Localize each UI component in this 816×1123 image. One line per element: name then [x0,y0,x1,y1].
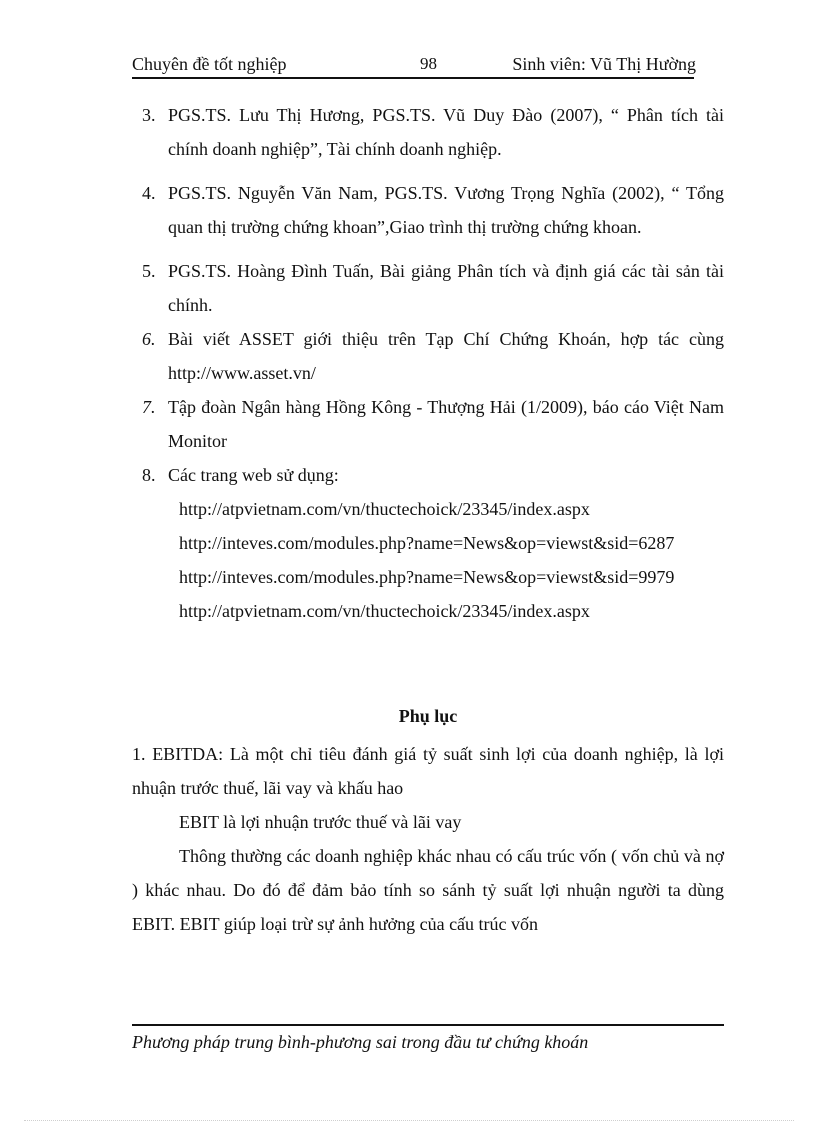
reference-number: 6. [142,329,156,349]
appendix-paragraph: Thông thường các doanh nghiệp khác nhau có cấu trúc vốn ( vốn chủ và nợ ) khác nhau. Do đó để đảm bảo tính so sánh tỷ suất lợi nhuận người ta dùng EBIT. EBIT giúp loại trừ sự ảnh hưởng của cấu trúc vốn [132,846,724,934]
reference-item [132,254,724,322]
reference-number: 7. [142,397,156,417]
page-edge-divider [24,1120,794,1121]
reference-text: Các trang web sử dụng: [168,465,339,485]
reference-text: PGS.TS. Nguyễn Văn Nam, PGS.TS. Vương Trọng Nghĩa (2002), “ Tổng quan thị trường chứng khoan”,Giao trình thị trường chứng khoan. [168,183,724,237]
appendix-paragraph: EBIT là lợi nhuận trước thuế và lãi vay [179,812,462,832]
page-number: 98 [420,54,437,73]
footer-divider [132,1024,724,1026]
reference-number: 3. [142,105,156,125]
website-url[interactable]: http://inteves.com/modules.php?name=News&op=viewst&sid=6287 [179,533,675,553]
website-url[interactable]: http://inteves.com/modules.php?name=News&op=viewst&sid=9979 [179,567,675,587]
reference-number: 8. [142,465,156,485]
page-header [132,51,724,77]
website-url[interactable]: http://atpvietnam.com/vn/thuctechoick/23345/index.aspx [179,499,590,519]
reference-item [132,98,724,166]
appendix-title: Phụ lục [398,706,458,726]
reference-item [132,322,724,390]
website-url[interactable]: http://atpvietnam.com/vn/thuctechoick/23345/index.aspx [179,601,590,621]
header-student: Sinh viên: Vũ Thị Hường [512,54,696,74]
reference-item [132,176,724,244]
reference-text: Bài viết ASSET giới thiệu trên Tạp Chí Chứng Khoán, hợp tác cùng http://www.asset.vn/ [168,329,724,383]
reference-text: Tập đoàn Ngân hàng Hồng Kông - Thượng Hải (1/2009), báo cáo Việt Nam Monitor [168,397,724,451]
references-list [132,98,724,628]
appendix-paragraph: 1. EBITDA: Là một chỉ tiêu đánh giá tỷ suất sinh lợi của doanh nghiệp, là lợi nhuận trước thuế, lãi vay và khấu hao [132,744,724,798]
reference-number: 4. [142,183,156,203]
website-list [132,492,724,628]
page-footer: Phương pháp trung bình-phương sai trong đầu tư chứng khoán [132,1032,589,1052]
reference-number: 5. [142,261,156,281]
reference-item [132,458,724,492]
header-title: Chuyên đề tốt nghiệp [132,54,287,74]
reference-text: PGS.TS. Hoàng Đình Tuấn, Bài giảng Phân tích và định giá các tài sản tài chính. [168,261,724,315]
reference-text: PGS.TS. Lưu Thị Hương, PGS.TS. Vũ Duy Đào (2007), “ Phân tích tài chính doanh nghiệp”, Tài chính doanh nghiệp. [168,105,724,159]
reference-item [132,390,724,458]
header-divider [132,77,694,79]
appendix-body [132,737,724,941]
